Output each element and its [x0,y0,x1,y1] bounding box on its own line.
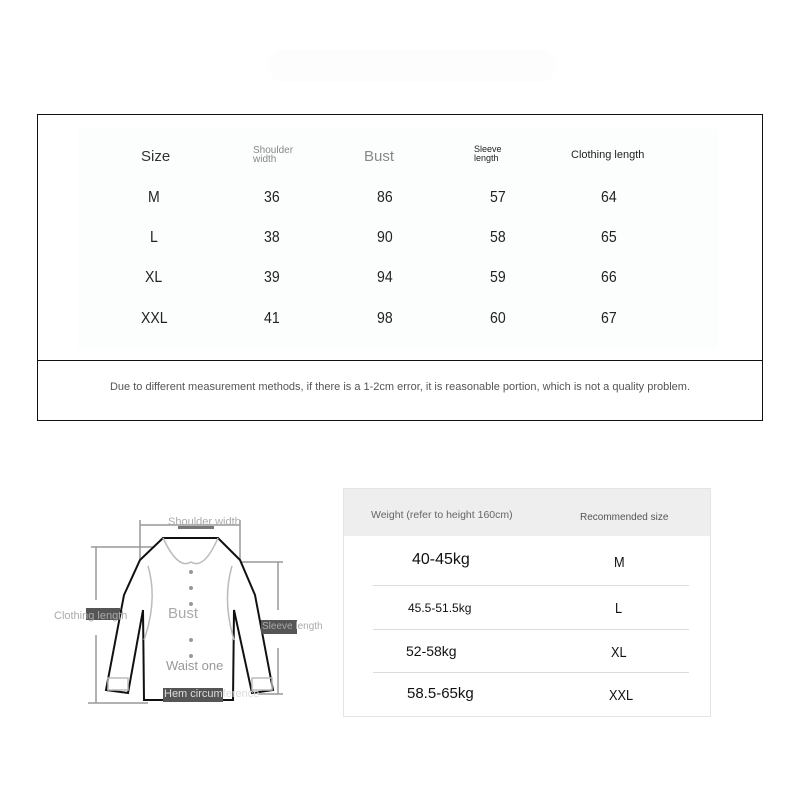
cell-bust: 90 [377,229,393,246]
cell-size: XXL [141,310,168,327]
header-clothing-length: Clothing length [571,149,645,161]
table-row [38,269,764,293]
cell-length: 67 [601,310,617,327]
header-sleeve-line1: Sleeve [474,144,502,154]
cell-sleeve: 59 [490,269,506,286]
shirt-measurement-diagram [48,500,338,720]
header-recommended-size: Recommended size [580,512,669,523]
table-row [38,189,764,213]
cell-sleeve: 58 [490,229,506,246]
weight-recommendation-table [343,488,711,717]
header-size: Size [141,148,171,165]
header-sleeve-line2: length [474,153,499,163]
label-bust: Bust [168,605,199,622]
row-separator [373,672,689,673]
cell-bust: 86 [377,189,393,206]
header-bust: Bust [364,148,395,165]
size-chart [37,114,763,421]
label-waist: Waist one [166,658,224,673]
label-clothing-length: Clothing length [54,610,128,622]
cell-shoulder: 36 [264,189,280,206]
disclaimer-text: Due to different measurement methods, if there is a 1-2cm error, it is reasonable portion, which is not a quality problem. [109,381,691,393]
cell-sleeve: 60 [490,310,506,327]
size-value: XL [611,644,627,661]
divider [38,360,762,361]
header-sleeve-length [474,145,502,163]
weight-value: 40-45kg [412,551,470,568]
cell-shoulder: 39 [264,269,280,286]
weight-value: 52-58kg [406,643,457,659]
row-separator [373,585,689,586]
row-separator [373,629,689,630]
label-shoulder-width: Shoulder width [168,516,241,528]
size-value: XXL [609,687,634,704]
label-sleeve-length: Sleeve length [262,621,323,632]
cell-shoulder: 41 [264,310,280,327]
size-value: M [614,554,625,571]
cell-bust: 98 [377,310,393,327]
label-hem-circumference: Hem circumference [164,688,260,700]
table-row [38,229,764,253]
weight-value: 45.5-51.5kg [408,601,472,615]
header-shoulder-width [253,146,293,164]
cell-bust: 94 [377,269,393,286]
title-placeholder [268,50,556,82]
table-header [344,489,710,536]
header-shoulder-line2: width [253,154,277,165]
cell-sleeve: 57 [490,189,506,206]
header-weight: Weight (refer to height 160cm) [371,509,513,521]
cell-length: 66 [601,269,617,286]
header-shoulder-line1: Shoulder [253,145,294,156]
cell-size: M [148,189,160,206]
cell-length: 64 [601,189,617,206]
weight-value: 58.5-65kg [407,685,474,702]
cell-shoulder: 38 [264,229,280,246]
table-row [38,310,764,334]
cell-size: XL [145,269,163,286]
cell-size: L [150,229,158,246]
size-value: L [615,600,623,617]
cell-length: 65 [601,229,617,246]
